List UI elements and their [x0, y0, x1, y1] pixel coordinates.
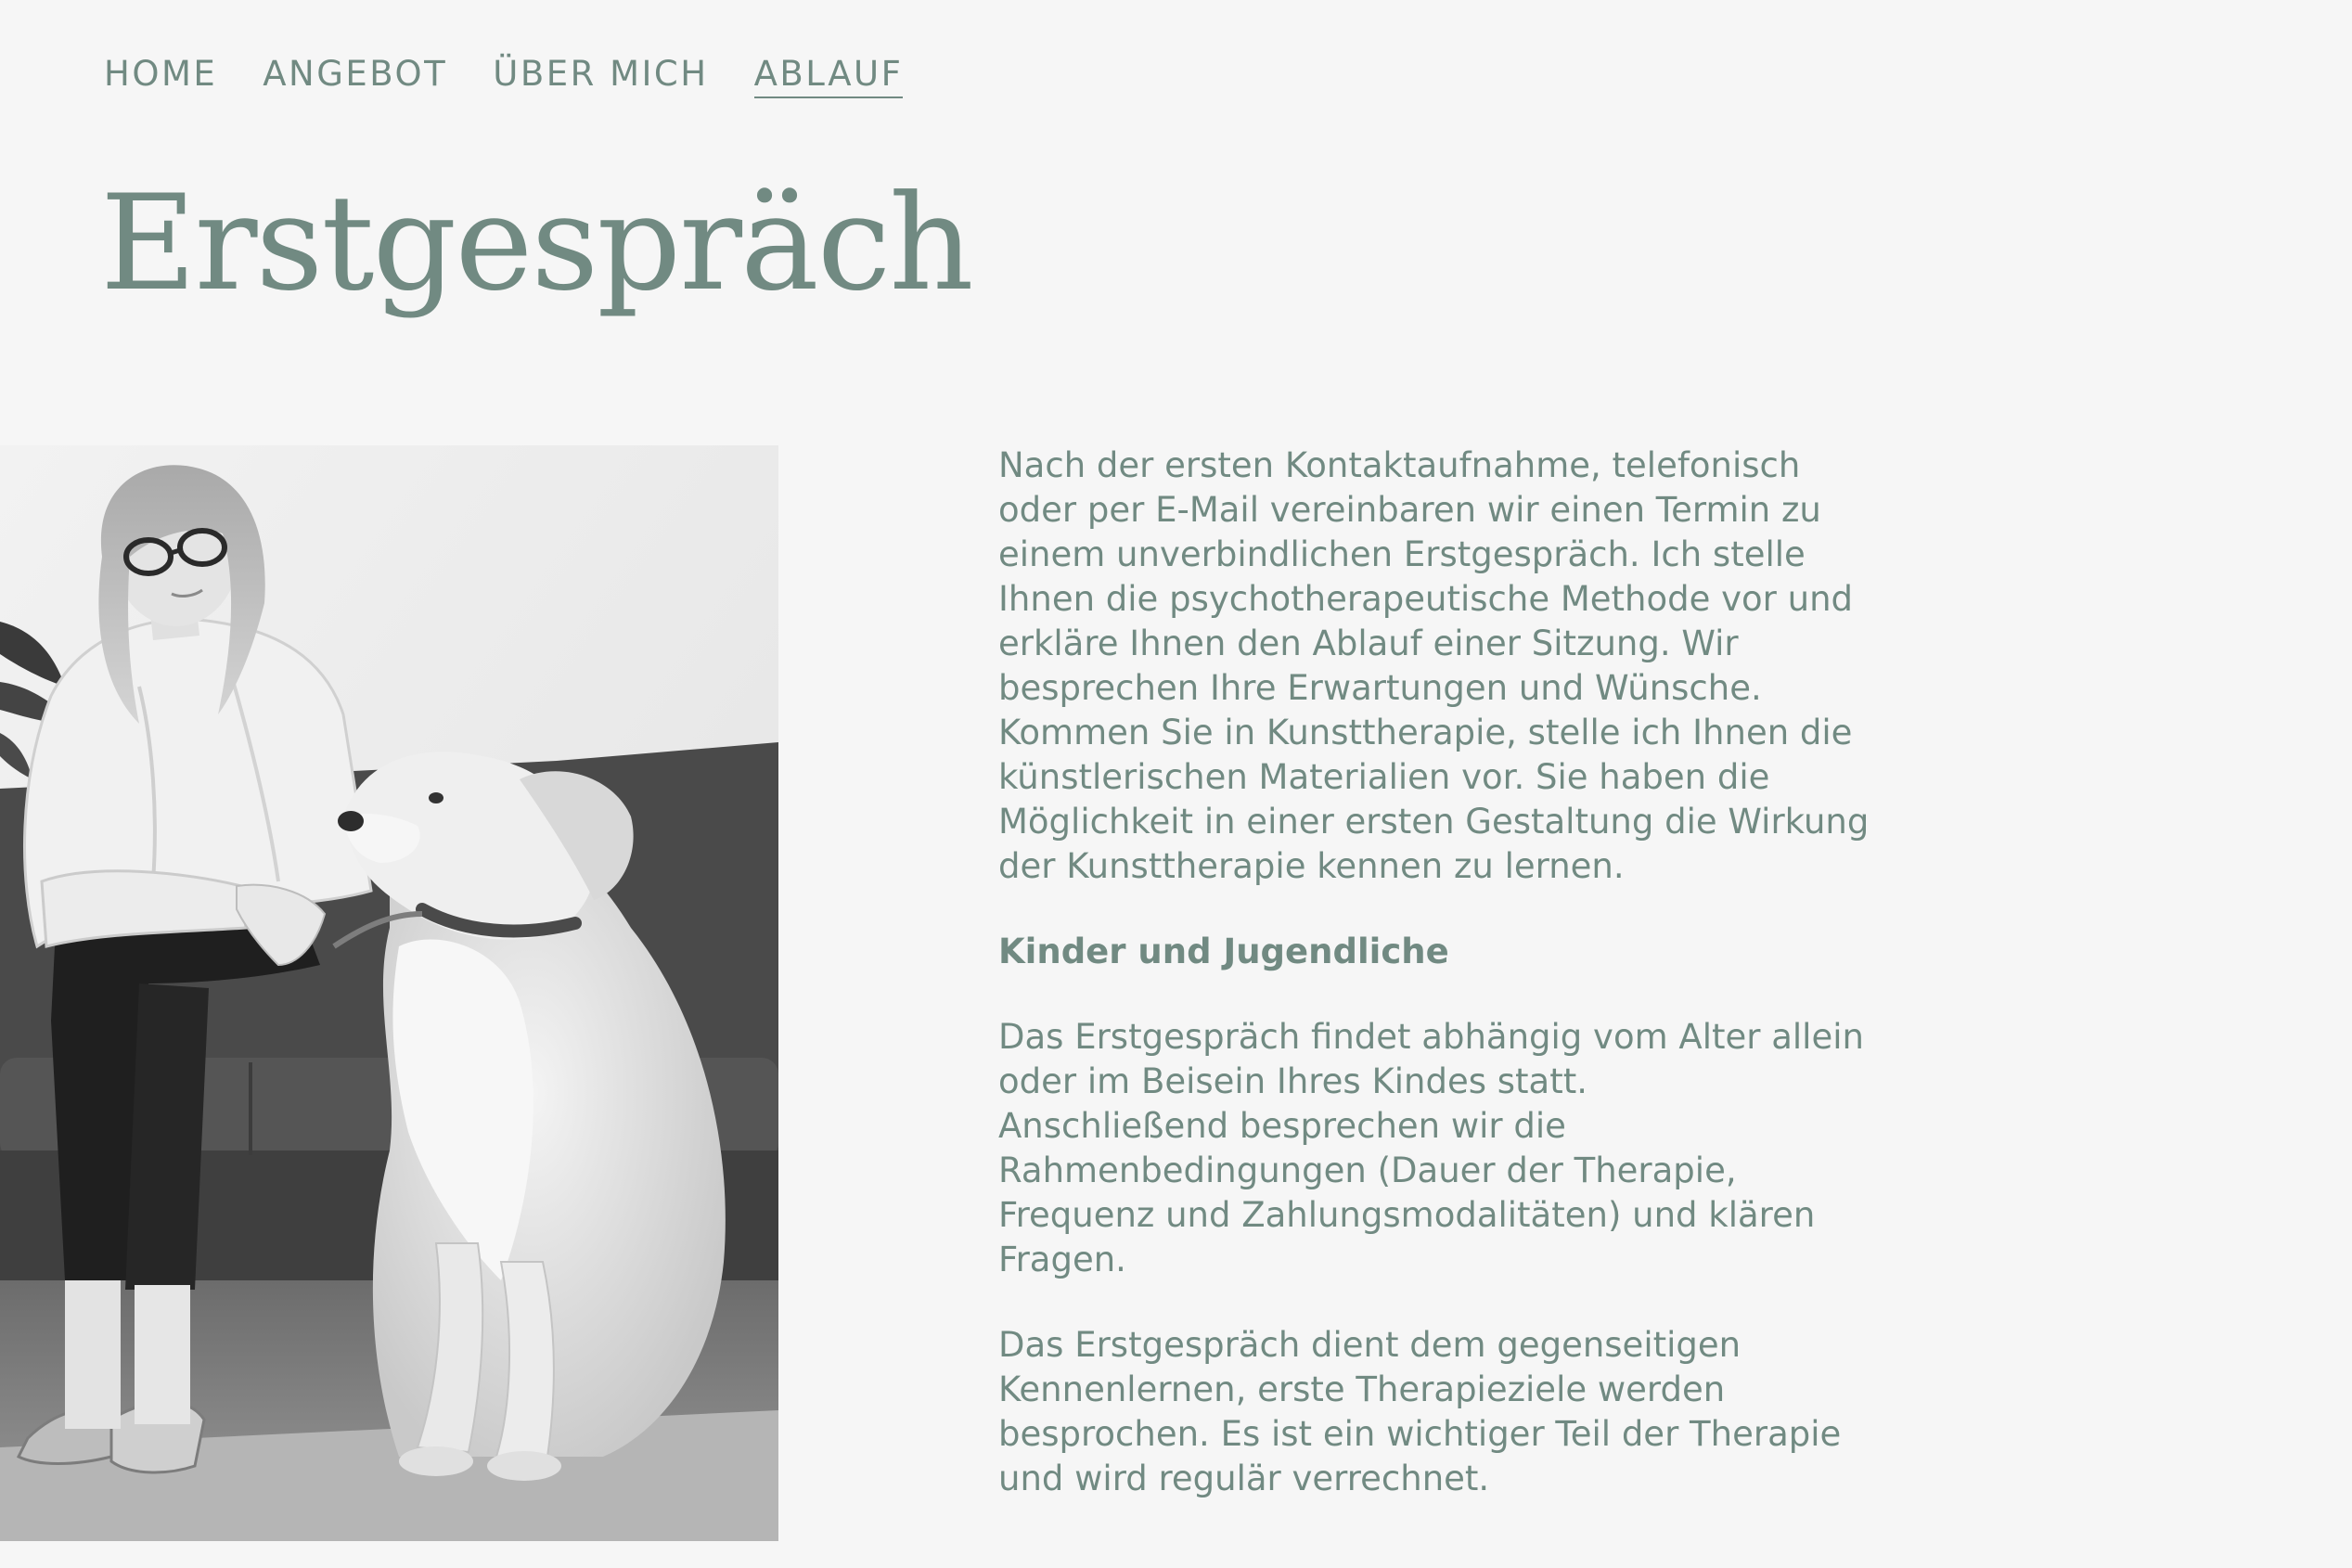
intro-paragraph [998, 443, 1889, 889]
closing-paragraph: Das Erstgespräch dient dem gegenseitigen Kennenlernen, erste Therapieziele werden besprochen. Es ist ein wichtiger Teil der Therapie und wird regulär verrechnet. [998, 1325, 1842, 1498]
nav-ueber-mich-link[interactable]: ÜBER MICH [493, 54, 709, 94]
kids-text-1: Das Erstgespräch findet abhängig vom Alter allein oder im Beisein Ihres Kindes statt. [998, 1017, 1864, 1101]
page-title: Erstgespräch [100, 167, 972, 320]
therapist-with-dog-photo [0, 445, 778, 1541]
nav-home-link[interactable]: HOME [104, 54, 218, 94]
intro-text-1: Nach der ersten Kontaktaufnahme, telefonisch oder per E-Mail vereinbaren wir einen Termin zu einem unverbindlichen Erstgespräch. Ich stelle Ihnen die psychotherapeutische Methode vor und erkläre Ihnen den Ablauf einer Sitzung. Wir besprechen Ihre Erwartungen und Wünsche. [998, 445, 1854, 708]
nav-angebot-link[interactable]: ANGEBOT [263, 54, 448, 94]
intro-text-2: Kommen Sie in Kunsttherapie, stelle ich Ihnen die künstlerischen Materialien vor. Sie haben die Möglichkeit in einer ersten Gestaltung die Wirkung der Kunsttherapie kennen zu lernen. [998, 713, 1870, 886]
section-heading-kids: Kinder und Jugendliche [998, 932, 1449, 971]
main-navigation [104, 54, 903, 98]
nav-ablauf-link[interactable]: ABLAUF [754, 54, 904, 98]
kids-paragraph [998, 1015, 1889, 1282]
content-column [998, 443, 1889, 1542]
kids-text-2: Anschließend besprechen wir die Rahmenbedingungen (Dauer der Therapie, Frequenz und Zahlungsmodalitäten) und klären Fragen. [998, 1106, 1816, 1279]
